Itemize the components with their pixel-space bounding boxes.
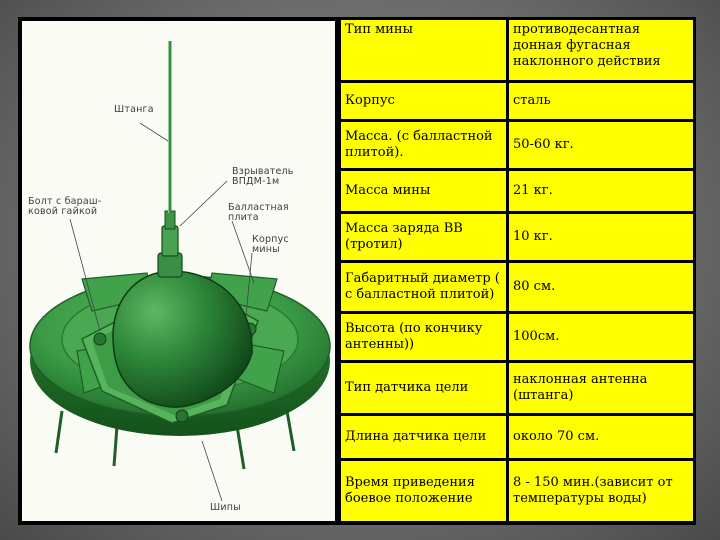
- row-key: Габаритный диаметр ( с балластной плитой): [341, 263, 509, 311]
- row-key: Время приведения боевое положение: [341, 461, 509, 521]
- table-row: [341, 122, 693, 168]
- row-value: противодесантная донная фугасная наклонного действия: [509, 20, 693, 80]
- callout-ballast-plate: Балластная плита: [228, 202, 289, 223]
- row-value: наклонная антенна (штанга): [509, 363, 693, 413]
- row-key: Длина датчика цели: [341, 416, 509, 458]
- row-key: Корпус: [341, 83, 509, 119]
- callout-fuse: Взрыватель ВПДМ-1м: [232, 166, 294, 187]
- row-value: около 70 см.: [509, 416, 693, 458]
- row-key: Тип датчика цели: [341, 363, 509, 413]
- mine-illustration-frame: [18, 17, 339, 525]
- mine-illustration: [22, 21, 335, 521]
- row-value: 80 см.: [509, 263, 693, 311]
- table-row: [341, 314, 693, 360]
- fuse-body: [158, 253, 182, 277]
- table-row: [341, 20, 693, 80]
- row-value: 21 кг.: [509, 171, 693, 211]
- mine-drawing: [22, 21, 335, 521]
- table-row: [341, 83, 693, 119]
- row-key: Высота (по кончику антенны)): [341, 314, 509, 360]
- callout-bolt: Болт с бараш- ковой гайкой: [28, 196, 102, 217]
- row-key: Масса заряда ВВ (тротил): [341, 214, 509, 260]
- row-value: сталь: [509, 83, 693, 119]
- table-row: [341, 416, 693, 458]
- callout-spikes: Шипы: [210, 502, 241, 513]
- row-value: 100см.: [509, 314, 693, 360]
- callout-rod: Штанга: [114, 104, 154, 115]
- row-key: Масса. (с балластной плитой).: [341, 122, 509, 168]
- row-value: 10 кг.: [509, 214, 693, 260]
- spec-table: [341, 17, 693, 524]
- callout-mine-body: Корпус мины: [252, 234, 289, 255]
- row-value: 50-60 кг.: [509, 122, 693, 168]
- spec-table-frame: [337, 17, 696, 525]
- table-row: [341, 363, 693, 413]
- row-key: Масса мины: [341, 171, 509, 211]
- table-row: [341, 263, 693, 311]
- table-row: [341, 214, 693, 260]
- row-value: 8 - 150 мин.(зависит от температуры воды): [509, 461, 693, 521]
- row-key: Тип мины: [341, 20, 509, 80]
- table-row: [341, 461, 693, 521]
- table-row: [341, 171, 693, 211]
